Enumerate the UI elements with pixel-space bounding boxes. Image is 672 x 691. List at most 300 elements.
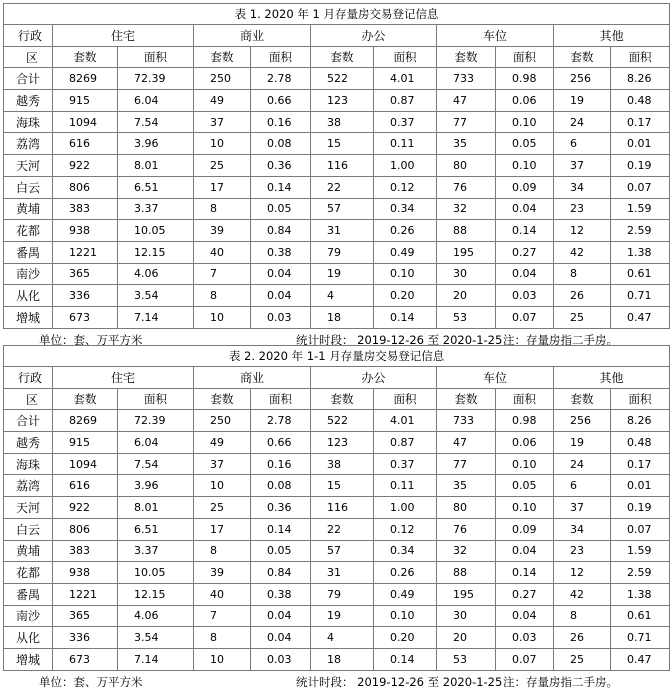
count-cell: 32 bbox=[437, 540, 496, 562]
count-cell: 79 bbox=[311, 241, 374, 263]
count-cell: 40 bbox=[194, 583, 251, 605]
table-body bbox=[4, 410, 670, 670]
count-cell: 522 bbox=[311, 410, 374, 432]
area-cell: 0.26 bbox=[374, 562, 437, 584]
district-cell: 天河 bbox=[4, 497, 53, 519]
area-cell: 0.07 bbox=[496, 648, 554, 670]
count-cell: 47 bbox=[437, 432, 496, 454]
area-cell: 0.01 bbox=[611, 133, 670, 155]
area-cell: 0.10 bbox=[496, 453, 554, 475]
area-cell: 0.14 bbox=[374, 648, 437, 670]
area-cell: 0.03 bbox=[251, 648, 311, 670]
count-cell: 37 bbox=[194, 111, 251, 133]
district-cell: 合计 bbox=[4, 68, 53, 90]
district-cell: 增城 bbox=[4, 306, 53, 328]
count-header: 套数 bbox=[53, 46, 118, 68]
area-cell: 7.14 bbox=[118, 306, 194, 328]
count-cell: 922 bbox=[53, 155, 118, 177]
count-cell: 12 bbox=[554, 220, 611, 242]
district-cell: 增城 bbox=[4, 648, 53, 670]
area-cell: 2.59 bbox=[611, 220, 670, 242]
area-cell: 0.07 bbox=[611, 176, 670, 198]
area-cell: 0.04 bbox=[496, 198, 554, 220]
count-cell: 37 bbox=[194, 453, 251, 475]
count-cell: 23 bbox=[554, 198, 611, 220]
count-cell: 8269 bbox=[53, 68, 118, 90]
table-row bbox=[4, 583, 670, 605]
area-cell: 0.36 bbox=[251, 497, 311, 519]
area-header: 面积 bbox=[118, 46, 194, 68]
count-cell: 15 bbox=[311, 475, 374, 497]
area-cell: 8.26 bbox=[611, 68, 670, 90]
area-cell: 0.87 bbox=[374, 432, 437, 454]
table-row bbox=[4, 68, 670, 90]
table-row bbox=[4, 90, 670, 112]
count-cell: 10 bbox=[194, 648, 251, 670]
count-cell: 20 bbox=[437, 285, 496, 307]
count-header: 套数 bbox=[554, 388, 611, 410]
area-cell: 0.37 bbox=[374, 453, 437, 475]
count-cell: 25 bbox=[554, 306, 611, 328]
count-cell: 922 bbox=[53, 497, 118, 519]
count-cell: 8269 bbox=[53, 410, 118, 432]
count-cell: 10 bbox=[194, 133, 251, 155]
count-cell: 77 bbox=[437, 453, 496, 475]
table-row bbox=[4, 432, 670, 454]
count-cell: 25 bbox=[194, 497, 251, 519]
count-cell: 40 bbox=[194, 241, 251, 263]
count-cell: 17 bbox=[194, 518, 251, 540]
area-cell: 12.15 bbox=[118, 241, 194, 263]
count-cell: 365 bbox=[53, 263, 118, 285]
area-cell: 0.61 bbox=[611, 605, 670, 627]
count-cell: 42 bbox=[554, 583, 611, 605]
period-note: 统计时段： 2019-12-26 至 2020-1-25 bbox=[296, 674, 503, 689]
count-cell: 19 bbox=[554, 432, 611, 454]
count-cell: 116 bbox=[311, 155, 374, 177]
table-footer bbox=[3, 671, 669, 691]
count-cell: 30 bbox=[437, 605, 496, 627]
count-cell: 616 bbox=[53, 475, 118, 497]
district-cell: 荔湾 bbox=[4, 475, 53, 497]
area-cell: 0.87 bbox=[374, 90, 437, 112]
district-cell: 花都 bbox=[4, 562, 53, 584]
unit-note: 单位：套、万平方米 bbox=[39, 674, 143, 689]
area-cell: 0.14 bbox=[496, 562, 554, 584]
count-cell: 256 bbox=[554, 68, 611, 90]
area-cell: 6.04 bbox=[118, 432, 194, 454]
count-cell: 1094 bbox=[53, 453, 118, 475]
table-row bbox=[4, 627, 670, 649]
area-cell: 0.38 bbox=[251, 241, 311, 263]
area-cell: 0.38 bbox=[251, 583, 311, 605]
area-cell: 0.71 bbox=[611, 627, 670, 649]
area-cell: 0.10 bbox=[496, 111, 554, 133]
period-note: 统计时段： 2019-12-26 至 2020-1-25 bbox=[296, 332, 503, 347]
count-cell: 522 bbox=[311, 68, 374, 90]
area-cell: 0.84 bbox=[251, 220, 311, 242]
area-cell: 1.38 bbox=[611, 583, 670, 605]
count-cell: 6 bbox=[554, 475, 611, 497]
count-cell: 22 bbox=[311, 176, 374, 198]
count-cell: 8 bbox=[194, 198, 251, 220]
area-cell: 0.10 bbox=[496, 497, 554, 519]
count-header: 套数 bbox=[437, 388, 496, 410]
count-header: 套数 bbox=[554, 46, 611, 68]
count-cell: 79 bbox=[311, 583, 374, 605]
count-cell: 806 bbox=[53, 518, 118, 540]
area-cell: 2.78 bbox=[251, 68, 311, 90]
count-header: 套数 bbox=[194, 388, 251, 410]
area-cell: 4.06 bbox=[118, 263, 194, 285]
count-cell: 76 bbox=[437, 518, 496, 540]
count-cell: 32 bbox=[437, 198, 496, 220]
count-cell: 195 bbox=[437, 583, 496, 605]
count-cell: 57 bbox=[311, 198, 374, 220]
count-cell: 938 bbox=[53, 220, 118, 242]
count-cell: 806 bbox=[53, 176, 118, 198]
count-cell: 26 bbox=[554, 627, 611, 649]
area-cell: 0.10 bbox=[496, 155, 554, 177]
district-cell: 番禺 bbox=[4, 241, 53, 263]
table-row bbox=[4, 475, 670, 497]
count-cell: 365 bbox=[53, 605, 118, 627]
table-title: 表 1. 2020 年 1 月存量房交易登记信息 bbox=[4, 4, 670, 25]
district-cell: 从化 bbox=[4, 285, 53, 307]
district-cell: 黄埔 bbox=[4, 540, 53, 562]
area-cell: 4.01 bbox=[374, 68, 437, 90]
count-cell: 23 bbox=[554, 540, 611, 562]
count-cell: 383 bbox=[53, 198, 118, 220]
area-cell: 0.04 bbox=[251, 285, 311, 307]
area-cell: 3.96 bbox=[118, 133, 194, 155]
count-cell: 1094 bbox=[53, 111, 118, 133]
count-cell: 88 bbox=[437, 220, 496, 242]
area-cell: 0.12 bbox=[374, 176, 437, 198]
area-cell: 0.27 bbox=[496, 241, 554, 263]
count-cell: 383 bbox=[53, 540, 118, 562]
area-cell: 0.09 bbox=[496, 176, 554, 198]
count-cell: 38 bbox=[311, 111, 374, 133]
count-cell: 42 bbox=[554, 241, 611, 263]
count-cell: 673 bbox=[53, 306, 118, 328]
area-cell: 0.04 bbox=[496, 540, 554, 562]
count-cell: 22 bbox=[311, 518, 374, 540]
area-cell: 0.04 bbox=[251, 605, 311, 627]
count-cell: 19 bbox=[311, 605, 374, 627]
district-cell: 花都 bbox=[4, 220, 53, 242]
table-row bbox=[4, 605, 670, 627]
table-row bbox=[4, 111, 670, 133]
count-cell: 250 bbox=[194, 410, 251, 432]
area-cell: 0.10 bbox=[374, 605, 437, 627]
count-cell: 915 bbox=[53, 432, 118, 454]
area-cell: 10.05 bbox=[118, 220, 194, 242]
count-header: 套数 bbox=[311, 46, 374, 68]
area-cell: 0.17 bbox=[611, 453, 670, 475]
area-cell: 1.38 bbox=[611, 241, 670, 263]
count-header: 套数 bbox=[311, 388, 374, 410]
area-cell: 2.59 bbox=[611, 562, 670, 584]
area-cell: 0.26 bbox=[374, 220, 437, 242]
table-title: 表 2. 2020 年 1-1 月存量房交易登记信息 bbox=[4, 346, 670, 367]
area-cell: 0.14 bbox=[374, 306, 437, 328]
category-header: 车位 bbox=[437, 25, 554, 47]
count-cell: 37 bbox=[554, 497, 611, 519]
area-cell: 0.12 bbox=[374, 518, 437, 540]
district-cell: 天河 bbox=[4, 155, 53, 177]
count-cell: 336 bbox=[53, 627, 118, 649]
area-cell: 0.03 bbox=[496, 285, 554, 307]
area-cell: 0.03 bbox=[251, 306, 311, 328]
area-cell: 0.11 bbox=[374, 133, 437, 155]
area-header: 面积 bbox=[118, 388, 194, 410]
category-header: 办公 bbox=[311, 25, 437, 47]
area-cell: 0.36 bbox=[251, 155, 311, 177]
count-cell: 12 bbox=[554, 562, 611, 584]
count-cell: 35 bbox=[437, 133, 496, 155]
table-row bbox=[4, 241, 670, 263]
district-header-line2: 区 bbox=[4, 46, 53, 68]
district-header: 行政 bbox=[4, 367, 53, 389]
area-cell: 0.09 bbox=[496, 518, 554, 540]
count-cell: 10 bbox=[194, 306, 251, 328]
area-cell: 0.49 bbox=[374, 241, 437, 263]
area-cell: 0.47 bbox=[611, 306, 670, 328]
table-row bbox=[4, 497, 670, 519]
area-header: 面积 bbox=[374, 46, 437, 68]
area-cell: 3.54 bbox=[118, 627, 194, 649]
area-cell: 0.01 bbox=[611, 475, 670, 497]
category-header: 商业 bbox=[194, 367, 311, 389]
count-cell: 47 bbox=[437, 90, 496, 112]
area-cell: 0.98 bbox=[496, 410, 554, 432]
area-cell: 0.47 bbox=[611, 648, 670, 670]
area-cell: 7.14 bbox=[118, 648, 194, 670]
area-header: 面积 bbox=[251, 388, 311, 410]
table-row bbox=[4, 176, 670, 198]
count-cell: 7 bbox=[194, 263, 251, 285]
count-cell: 53 bbox=[437, 306, 496, 328]
area-header: 面积 bbox=[611, 388, 670, 410]
district-cell: 合计 bbox=[4, 410, 53, 432]
table-row bbox=[4, 263, 670, 285]
count-cell: 57 bbox=[311, 540, 374, 562]
district-cell: 白云 bbox=[4, 176, 53, 198]
area-cell: 6.04 bbox=[118, 90, 194, 112]
category-header: 住宅 bbox=[53, 25, 194, 47]
area-cell: 0.07 bbox=[611, 518, 670, 540]
area-cell: 0.34 bbox=[374, 198, 437, 220]
count-cell: 35 bbox=[437, 475, 496, 497]
table-row bbox=[4, 155, 670, 177]
count-cell: 15 bbox=[311, 133, 374, 155]
count-cell: 8 bbox=[194, 540, 251, 562]
area-cell: 0.49 bbox=[374, 583, 437, 605]
count-cell: 76 bbox=[437, 176, 496, 198]
area-cell: 1.59 bbox=[611, 540, 670, 562]
area-cell: 6.51 bbox=[118, 518, 194, 540]
count-cell: 17 bbox=[194, 176, 251, 198]
area-cell: 2.78 bbox=[251, 410, 311, 432]
area-cell: 0.66 bbox=[251, 90, 311, 112]
table-row bbox=[4, 540, 670, 562]
area-cell: 0.16 bbox=[251, 111, 311, 133]
area-header: 面积 bbox=[374, 388, 437, 410]
area-cell: 3.96 bbox=[118, 475, 194, 497]
district-cell: 南沙 bbox=[4, 263, 53, 285]
area-cell: 12.15 bbox=[118, 583, 194, 605]
district-cell: 从化 bbox=[4, 627, 53, 649]
count-cell: 37 bbox=[554, 155, 611, 177]
count-cell: 123 bbox=[311, 432, 374, 454]
area-cell: 0.14 bbox=[251, 518, 311, 540]
table-row bbox=[4, 220, 670, 242]
count-cell: 31 bbox=[311, 562, 374, 584]
area-cell: 0.14 bbox=[496, 220, 554, 242]
count-cell: 19 bbox=[311, 263, 374, 285]
area-cell: 8.01 bbox=[118, 497, 194, 519]
count-cell: 6 bbox=[554, 133, 611, 155]
area-cell: 4.06 bbox=[118, 605, 194, 627]
area-cell: 72.39 bbox=[118, 68, 194, 90]
area-cell: 0.14 bbox=[251, 176, 311, 198]
district-cell: 荔湾 bbox=[4, 133, 53, 155]
area-cell: 0.04 bbox=[496, 605, 554, 627]
count-cell: 39 bbox=[194, 562, 251, 584]
count-cell: 80 bbox=[437, 497, 496, 519]
count-cell: 733 bbox=[437, 68, 496, 90]
category-header: 车位 bbox=[437, 367, 554, 389]
count-cell: 24 bbox=[554, 453, 611, 475]
district-cell: 黄埔 bbox=[4, 198, 53, 220]
category-header: 其他 bbox=[554, 367, 670, 389]
area-cell: 0.71 bbox=[611, 285, 670, 307]
area-header: 面积 bbox=[611, 46, 670, 68]
table-row bbox=[4, 285, 670, 307]
count-cell: 77 bbox=[437, 111, 496, 133]
area-cell: 7.54 bbox=[118, 453, 194, 475]
table-1-block bbox=[3, 3, 669, 349]
category-header: 其他 bbox=[554, 25, 670, 47]
sub-header-row bbox=[4, 46, 670, 68]
area-cell: 4.01 bbox=[374, 410, 437, 432]
area-cell: 1.00 bbox=[374, 497, 437, 519]
area-cell: 0.16 bbox=[251, 453, 311, 475]
area-cell: 0.48 bbox=[611, 432, 670, 454]
count-header: 套数 bbox=[194, 46, 251, 68]
area-cell: 0.20 bbox=[374, 285, 437, 307]
area-cell: 0.48 bbox=[611, 90, 670, 112]
count-cell: 1221 bbox=[53, 241, 118, 263]
count-cell: 34 bbox=[554, 518, 611, 540]
count-cell: 8 bbox=[194, 627, 251, 649]
remark-note: 注：存量房指二手房。 bbox=[503, 332, 618, 347]
count-cell: 616 bbox=[53, 133, 118, 155]
area-cell: 0.20 bbox=[374, 627, 437, 649]
area-header: 面积 bbox=[496, 46, 554, 68]
table-row bbox=[4, 198, 670, 220]
area-cell: 3.54 bbox=[118, 285, 194, 307]
count-cell: 915 bbox=[53, 90, 118, 112]
category-header-row bbox=[4, 367, 670, 389]
area-cell: 10.05 bbox=[118, 562, 194, 584]
count-cell: 10 bbox=[194, 475, 251, 497]
area-cell: 0.19 bbox=[611, 497, 670, 519]
area-cell: 0.19 bbox=[611, 155, 670, 177]
table-row bbox=[4, 133, 670, 155]
district-cell: 海珠 bbox=[4, 453, 53, 475]
count-cell: 733 bbox=[437, 410, 496, 432]
area-cell: 0.34 bbox=[374, 540, 437, 562]
sub-header-row bbox=[4, 388, 670, 410]
area-cell: 3.37 bbox=[118, 540, 194, 562]
area-cell: 0.03 bbox=[496, 627, 554, 649]
area-cell: 0.04 bbox=[251, 627, 311, 649]
count-cell: 31 bbox=[311, 220, 374, 242]
table-title-row bbox=[4, 4, 670, 25]
count-cell: 53 bbox=[437, 648, 496, 670]
area-cell: 3.37 bbox=[118, 198, 194, 220]
table-row bbox=[4, 648, 670, 670]
district-cell: 白云 bbox=[4, 518, 53, 540]
area-cell: 7.54 bbox=[118, 111, 194, 133]
area-cell: 0.05 bbox=[496, 475, 554, 497]
count-cell: 4 bbox=[311, 627, 374, 649]
area-cell: 0.27 bbox=[496, 583, 554, 605]
district-cell: 南沙 bbox=[4, 605, 53, 627]
table-row bbox=[4, 306, 670, 328]
count-cell: 4 bbox=[311, 285, 374, 307]
area-cell: 0.66 bbox=[251, 432, 311, 454]
area-header: 面积 bbox=[251, 46, 311, 68]
table-body bbox=[4, 68, 670, 328]
category-header: 办公 bbox=[311, 367, 437, 389]
area-cell: 72.39 bbox=[118, 410, 194, 432]
area-cell: 0.06 bbox=[496, 90, 554, 112]
area-cell: 0.08 bbox=[251, 133, 311, 155]
area-cell: 0.17 bbox=[611, 111, 670, 133]
housing-table-2 bbox=[3, 345, 670, 671]
area-cell: 0.06 bbox=[496, 432, 554, 454]
area-cell: 0.05 bbox=[496, 133, 554, 155]
table-row bbox=[4, 453, 670, 475]
count-cell: 19 bbox=[554, 90, 611, 112]
count-cell: 20 bbox=[437, 627, 496, 649]
area-cell: 1.00 bbox=[374, 155, 437, 177]
area-cell: 8.01 bbox=[118, 155, 194, 177]
district-cell: 越秀 bbox=[4, 432, 53, 454]
count-cell: 26 bbox=[554, 285, 611, 307]
count-cell: 18 bbox=[311, 306, 374, 328]
area-cell: 1.59 bbox=[611, 198, 670, 220]
category-header: 住宅 bbox=[53, 367, 194, 389]
count-cell: 8 bbox=[554, 263, 611, 285]
area-cell: 0.07 bbox=[496, 306, 554, 328]
count-cell: 25 bbox=[554, 648, 611, 670]
area-cell: 0.37 bbox=[374, 111, 437, 133]
count-cell: 24 bbox=[554, 111, 611, 133]
count-cell: 39 bbox=[194, 220, 251, 242]
table-row bbox=[4, 518, 670, 540]
district-header-line2: 区 bbox=[4, 388, 53, 410]
count-cell: 8 bbox=[554, 605, 611, 627]
table-2-block bbox=[3, 345, 669, 691]
housing-table-1 bbox=[3, 3, 670, 329]
category-header-row bbox=[4, 25, 670, 47]
category-header: 商业 bbox=[194, 25, 311, 47]
table-row bbox=[4, 410, 670, 432]
